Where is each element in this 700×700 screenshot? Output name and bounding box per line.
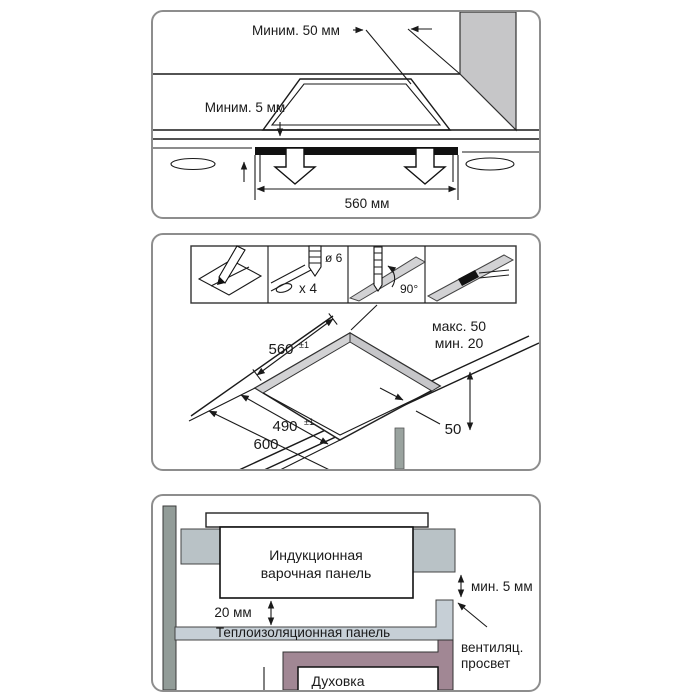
top-clearance-panel <box>151 10 541 219</box>
min-50-leader-lines <box>353 29 460 84</box>
angle-label: 90° <box>400 282 419 296</box>
left-wall <box>163 506 176 690</box>
dim-50-leader <box>416 411 440 424</box>
oven-cross-section-panel <box>151 494 541 692</box>
dim-560-tolerance: ±1 <box>299 340 309 350</box>
max-50-label: макс. 50 <box>431 318 487 334</box>
hob-inner-outline <box>272 84 440 125</box>
right-drawer-handle <box>466 158 514 170</box>
worktop-isometric <box>191 305 539 469</box>
dim-490-label: 490 <box>272 418 298 435</box>
dim-50-label: 50 <box>444 421 462 438</box>
cutout-drawing <box>153 235 539 469</box>
min-20-label: мин. 20 <box>434 335 484 351</box>
gap-20-label: 20 мм <box>214 605 252 620</box>
cutout-dimension-panel <box>151 233 541 471</box>
screws-count-label: x 4 <box>299 281 318 296</box>
insulation-label: Теплоизоляционная панель <box>215 625 391 640</box>
side-wall <box>460 12 516 130</box>
left-drawer-handle <box>171 159 215 170</box>
oven-label: Духовка <box>311 673 365 689</box>
hob-outline <box>263 79 450 130</box>
width-560-label: 560 мм <box>344 196 390 211</box>
worktop-slab <box>206 513 428 527</box>
dim-560-label: 560 <box>268 341 294 358</box>
cabinet-leg <box>395 428 404 469</box>
dim-600-label: 600 <box>253 436 279 453</box>
vent-label-line1: вентиляц. <box>461 640 524 655</box>
instruction-strip <box>191 246 516 303</box>
min-50-label: Миним. 50 мм <box>252 23 340 38</box>
hob-label-line1: Индукционная <box>269 547 363 563</box>
cabinet-panel-left <box>181 529 220 564</box>
vertical-drill-icon <box>374 247 382 291</box>
cabinet-panel-right <box>413 529 455 572</box>
vent-gap-arrow <box>458 603 487 627</box>
drill-diameter-label: ø 6 <box>325 251 343 265</box>
top-clearance-drawing <box>153 12 539 217</box>
hob-label-line2: варочная панель <box>260 565 372 581</box>
min-5-label: Миним. 5 мм <box>204 100 286 115</box>
vent-label-line2: просвет <box>461 656 511 671</box>
min-5-gap-label: мин. 5 мм <box>471 579 533 594</box>
dim-490-tolerance: ±1 <box>304 417 314 427</box>
cross-section-drawing <box>153 496 539 690</box>
